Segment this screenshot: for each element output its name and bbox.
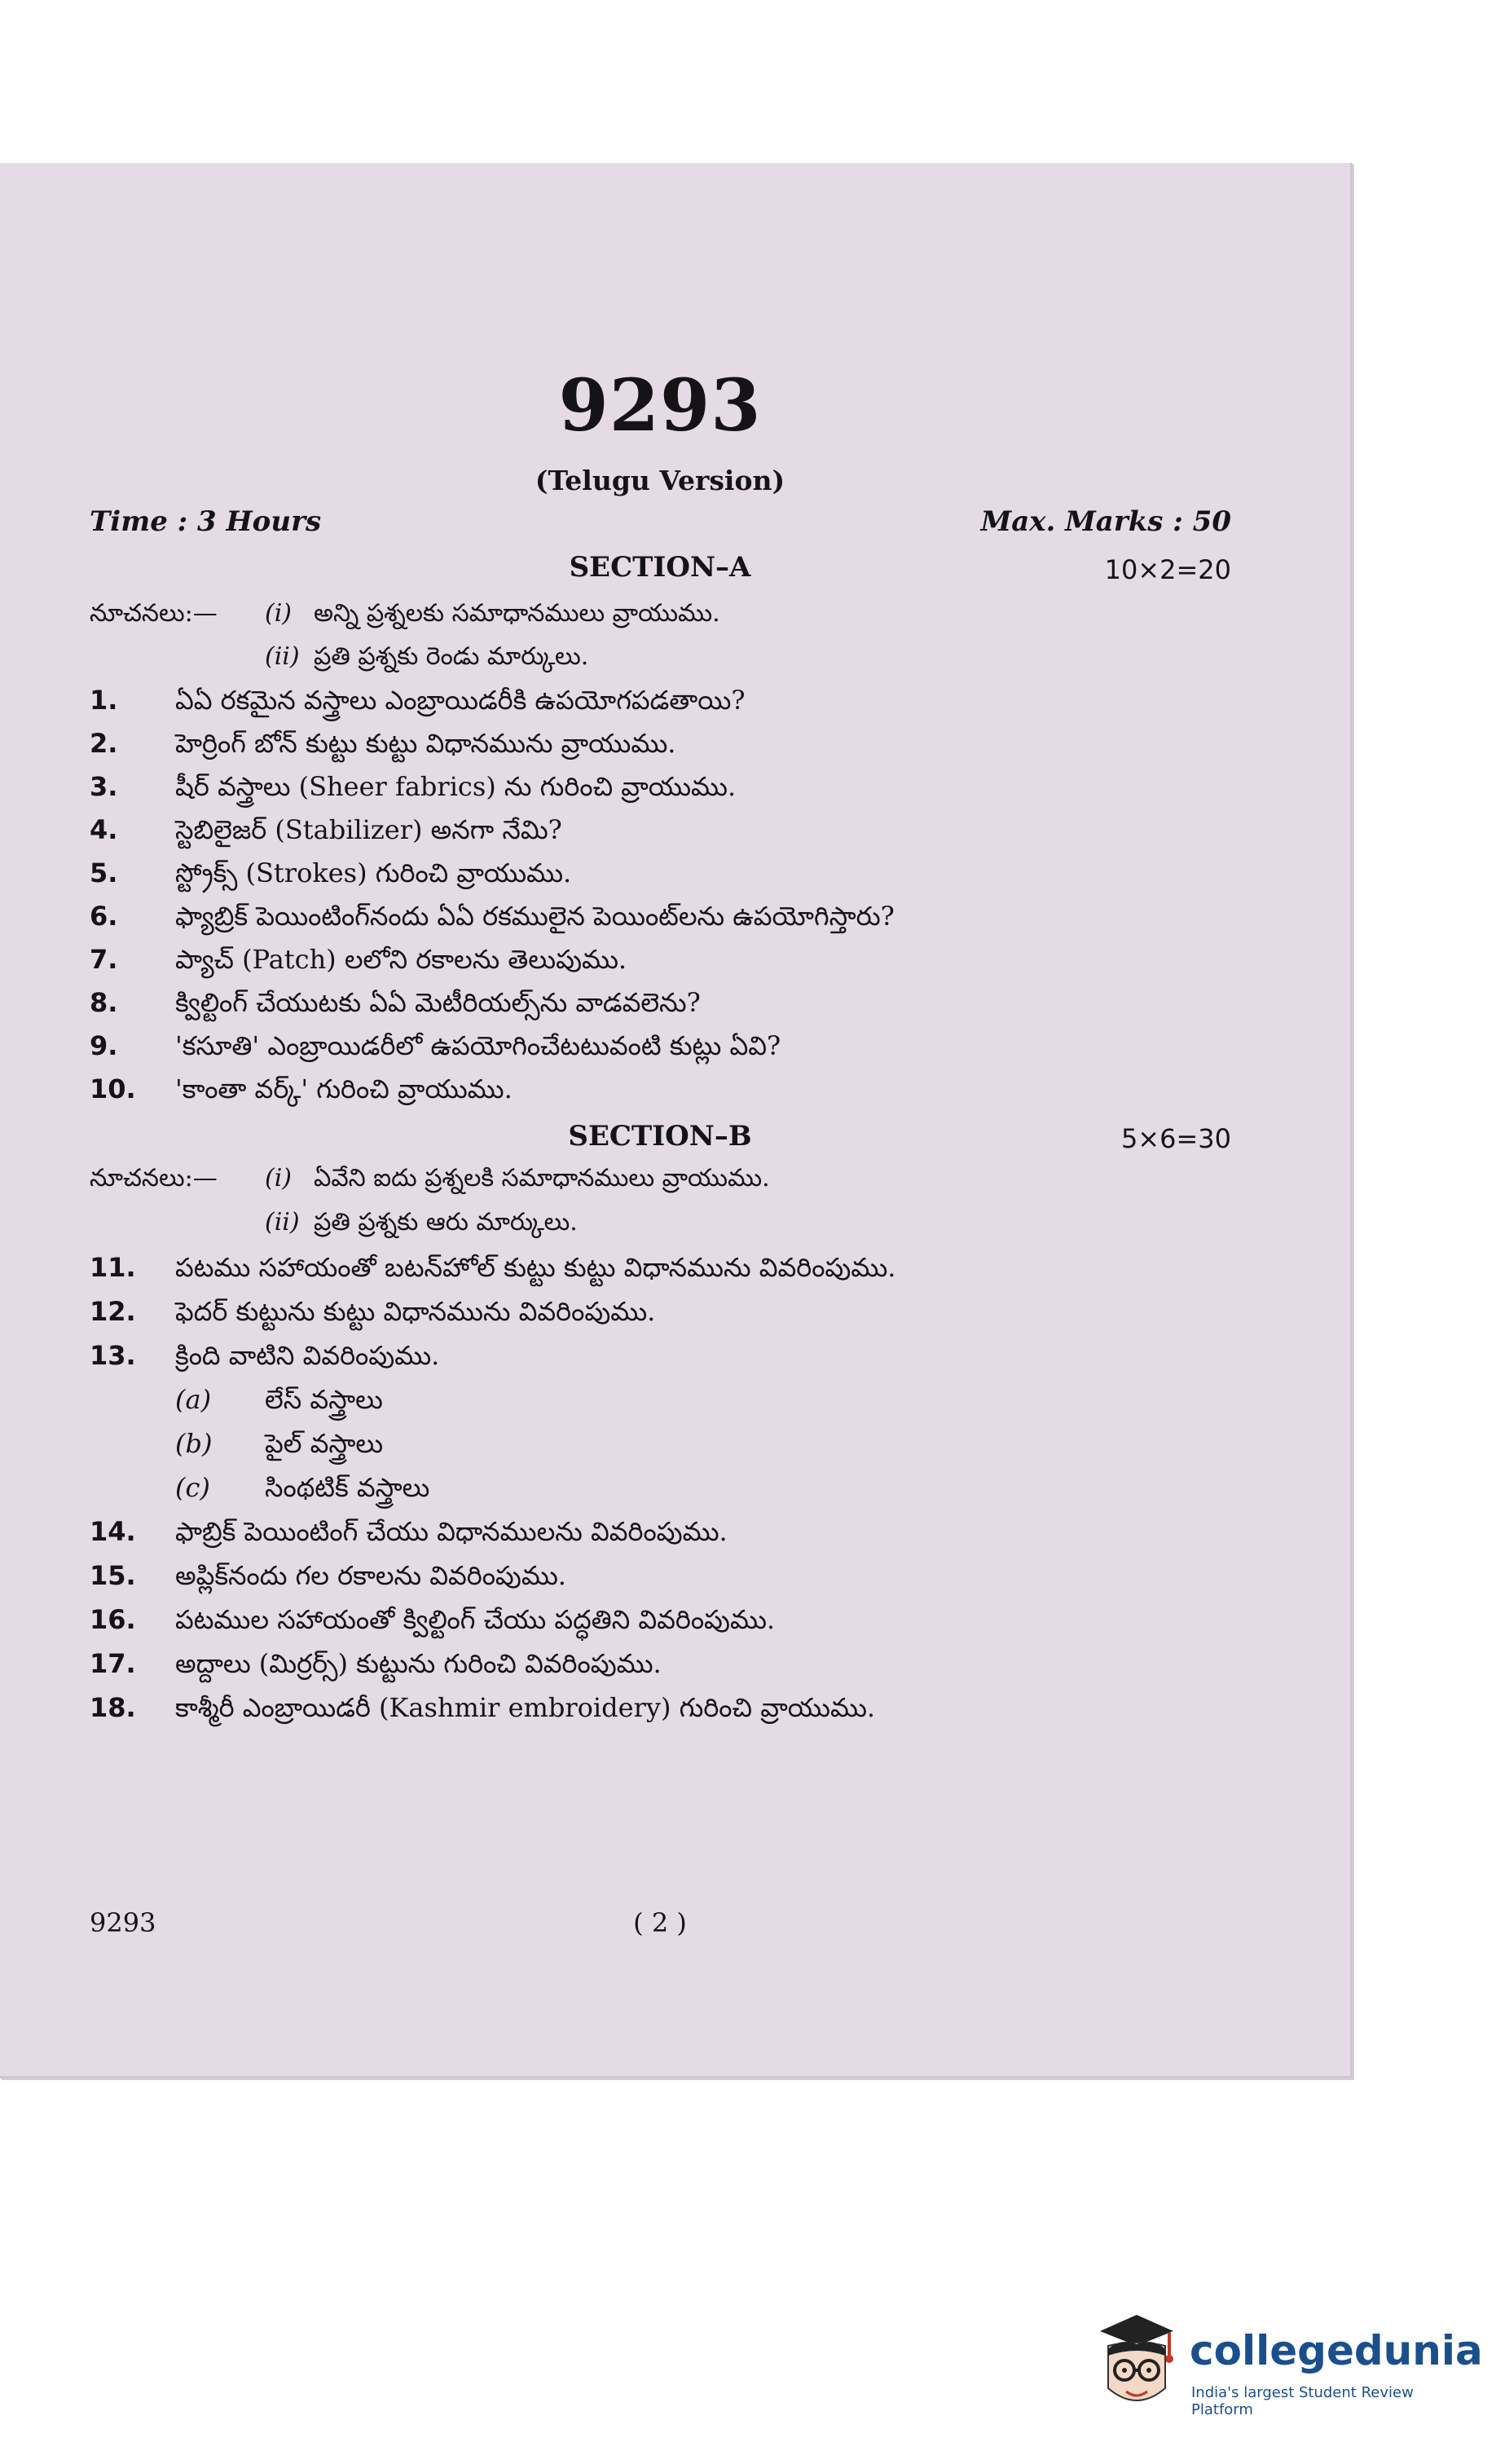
question-4: 4. స్టెబిలైజర్ (Stabilizer) అనగా నేమి? xyxy=(90,814,562,845)
question-16: 16. పటముల సహాయంతో క్విల్టింగ్ చేయు పద్ధతిని వివరింపుము. xyxy=(90,1604,776,1635)
section-a-note-label: నూచనలు:— xyxy=(90,599,218,628)
version-label: (Telugu Version) xyxy=(535,465,785,496)
section-b-title: SECTION–B xyxy=(568,1120,752,1153)
question-6: 6. ఫ్యాబ్రిక్ పెయింటింగ్‌నందు ఏఏ రకములైన పెయింట్‌లను ఉపయోగిస్తారు? xyxy=(90,901,895,932)
question-1: 1. ఏఏ రకమైన వస్త్రాలు ఎంబ్రాయిడరీకి ఉపయోగపడతాయి? xyxy=(90,685,746,716)
question-13-b: (b) పైల్ వస్త్రాలు xyxy=(175,1428,384,1459)
page-number: ( 2 ) xyxy=(633,1907,687,1938)
question-9: 9. 'కసూతి' ఎంబ్రాయిడరీలో ఉపయోగించేటటువంటి కుట్లు ఏవి? xyxy=(90,1030,781,1061)
collegedunia-brand[interactable] xyxy=(1092,2307,1483,2429)
time-label: Time : 3 Hours xyxy=(90,505,322,538)
footer-paper-code: 9293 xyxy=(90,1907,156,1938)
question-3: 3. షీర్ వస్త్రాలు (Sheer fabrics) ను గురించి వ్రాయుము. xyxy=(90,771,737,802)
brand-name: collegedunia xyxy=(1190,2327,1483,2374)
section-b-note-1: (i) ఏవేని ఐదు ప్రశ్నలకి సమాధానములు వ్రాయుము. xyxy=(265,1164,770,1192)
question-15: 15. అప్లిక్‌నందు గల రకాలను వివరింపుము. xyxy=(90,1560,566,1591)
section-b-note-2: (ii) ప్రతి ప్రశ్నకు ఆరు మార్కులు. xyxy=(265,1208,578,1236)
paper-code-title: 9293 xyxy=(558,363,762,447)
question-18: 18. కాశ్మీరీ ఎంబ్రాయిడరీ (Kashmir embroidery) గురించి వ్రాయుము. xyxy=(90,1692,876,1723)
collegedunia-mascot-icon xyxy=(1092,2307,1181,2421)
section-a-marks: 10×2=20 xyxy=(1104,554,1231,585)
section-a-title: SECTION–A xyxy=(569,551,751,584)
question-14: 14. ఫాబ్రిక్ పెయింటింగ్ చేయు విధానములను వివరింపుము. xyxy=(90,1516,728,1547)
section-a-note-1: (i) అన్ని ప్రశ్నలకు సమాధానములు వ్రాయుము. xyxy=(265,599,720,628)
question-13: 13. క్రింది వాటిని వివరింపుము. xyxy=(90,1340,440,1371)
question-2: 2. హెర్రింగ్ బోన్ కుట్టు కుట్టు విధానమును వ్రాయుము. xyxy=(90,728,676,759)
question-7: 7. ప్యాచ్ (Patch) లలోని రకాలను తెలుపుము. xyxy=(90,944,627,975)
max-marks-label: Max. Marks : 50 xyxy=(980,505,1231,538)
section-a-note-2: (ii) ప్రతి ప్రశ్నకు రెండు మార్కులు. xyxy=(265,642,589,671)
section-b-marks: 5×6=30 xyxy=(1120,1123,1231,1154)
question-8: 8. క్విల్టింగ్ చేయుటకు ఏఏ మెటీరియల్స్‌ను వాడవలెను? xyxy=(90,987,701,1018)
question-12: 12. ఫెదర్ కుట్టును కుట్టు విధానమును వివరింపుము. xyxy=(90,1296,656,1327)
question-11: 11. పటము సహాయంతో బటన్‌హోల్ కుట్టు కుట్టు విధానమును వివరింపుము. xyxy=(90,1252,896,1283)
question-5: 5. స్ట్రోక్స్ (Strokes) గురించి వ్రాయుము. xyxy=(90,857,572,888)
question-13-a: (a) లేస్ వస్త్రాలు xyxy=(175,1384,383,1415)
question-10: 10. 'కాంతా వర్క్' గురించి వ్రాయుము. xyxy=(90,1073,513,1104)
question-17: 17. అద్దాలు (మిర్రర్స్) కుట్టును గురించి వివరింపుము. xyxy=(90,1648,662,1679)
brand-tagline: India's largest Student Review Platform xyxy=(1191,2384,1414,2418)
section-b-note-label: నూచనలు:— xyxy=(90,1164,218,1192)
question-13-c: (c) సింథటిక్ వస్త్రాలు xyxy=(175,1472,430,1503)
